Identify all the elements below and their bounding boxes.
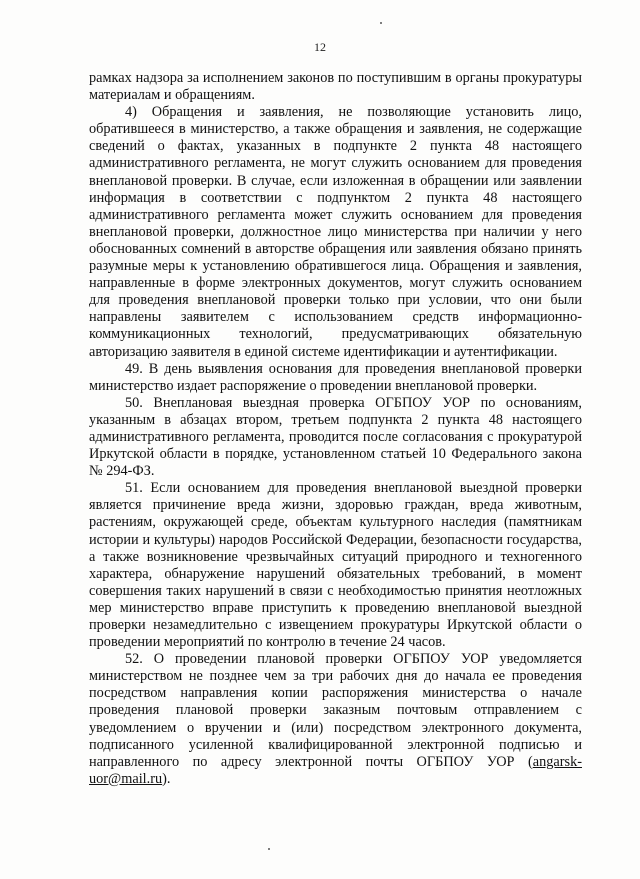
page-number: 12 <box>314 40 326 54</box>
document-body <box>89 70 582 788</box>
scan-speck <box>380 22 382 24</box>
paragraph-intro: рамках надзора за исполнением законов по поступившим в органы прокуратуры материалам и обращениям. <box>89 70 582 104</box>
paragraph-52-tail: ). <box>162 770 171 787</box>
paragraph-4: 4) Обращения и заявления, не позволяющие установить лицо, обратившееся в министерство, а также обращения и заявления, не содержащие сведений о фактах, указанных в подпункте 2 пункта 48 настоящего административного регламента, не могут служить основанием для проведения внеплановой проверки. В случае, если изложенная в обращении или заявлении информация в соответствии с подпунктом 2 пункта 48 настоящего административного регламента может служить основанием для проведения внеплановой проверки, должностное лицо министерства при наличии у него обоснованных сомнений в авторстве обращения или заявления обязано принять разумные меры к установлению обратившегося лица. Обращения и заявления, направленные в форме электронных документов, могут служить основанием для проведения внеплановой проверки только при условии, что они были направлены заявителем с использованием средств информационно-коммуникационных технологий, предусматривающих обязательную авторизацию заявителя в единой системе идентификации и аутентификации. <box>89 104 582 360</box>
paragraph-52-text: 52. О проведении плановой проверки ОГБПОУ УОР уведомляется министерством не позднее чем за три рабочих дня до начала ее проведения посредством направления копии распоряжения министерства о начале проведения плановой проверки заказным почтовым отправлением с уведомлением о вручении и (или) посредством электронного документа, подписанного усиленной квалифицированной электронной подписью и направленного по адресу электронной почты ОГБПОУ УОР <box>89 651 582 770</box>
paragraph-50: 50. Внеплановая выездная проверка ОГБПОУ УОР по основаниям, указанным в абзацах втором, третьем подпункта 2 пункта 48 настоящего административного регламента, проводится после согласования с прокуратурой Иркутской области в порядке, установленном статьей 10 Федерального закона № 294-ФЗ. <box>89 394 582 480</box>
paragraph-49: 49. В день выявления основания для проведения внеплановой проверки министерство издает распоряжение о проведении внеплановой проверки. <box>89 360 582 394</box>
scan-speck <box>268 848 270 850</box>
paragraph-51: 51. Если основанием для проведения внеплановой выездной проверки является причинение вреда жизни, здоровью граждан, вреда животным, растениям, окружающей среде, объектам культурного наследия (памятникам истории и культуры) народов Российской Федерации, безопасности государства, а также возникновение чрезвычайных ситуаций природного и техногенного характера, обнаружение нарушений обязательных требований, в момент совершения таких нарушений в связи с необходимостью принятия неотложных мер министерство вправе приступить к проведению внеплановой выездной проверки незамедлительно с извещением прокуратуры Иркутской области о проведении мероприятий по контролю в течение 24 часов. <box>89 480 582 651</box>
email-link[interactable]: angarsk-uor@mail.ru <box>89 753 582 787</box>
paragraph-52: 52. О проведении плановой проверки ОГБПОУ УОР уведомляется министерством не позднее чем за три рабочих дня до начала ее проведения посредством направления копии распоряжения министерства о начале проведения плановой проверки заказным почтовым отправлением с уведомлением о вручении и (или) посредством электронного документа, подписанного усиленной квалифицированной электронной подписью и направленного по адресу электронной почты ОГБПОУ УОР (angarsk-uor@mail.ru). <box>89 651 582 787</box>
